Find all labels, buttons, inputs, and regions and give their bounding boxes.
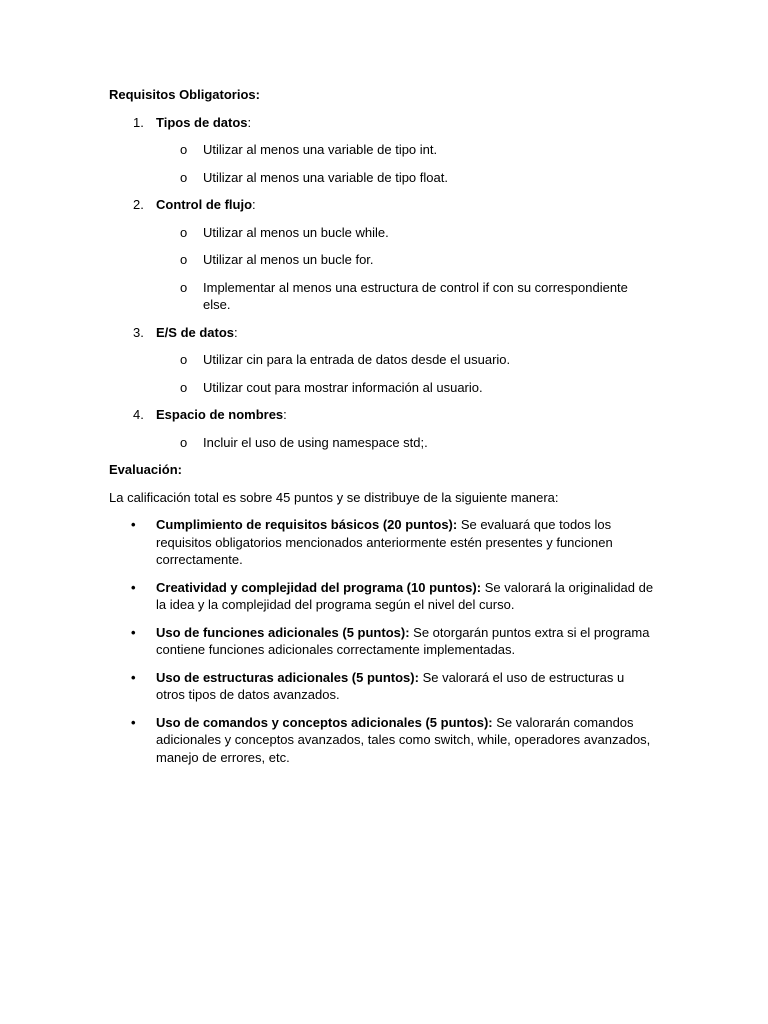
- sub-bullet-marker: o: [180, 142, 188, 157]
- criterion-text: Se evaluará que todos los requisitos obligatorios mencionados anteriormente estén presentes y funcionen correctamente.: [156, 517, 613, 567]
- bullet-marker: •: [131, 714, 136, 730]
- criterion-label: Uso de estructuras adicionales (5 puntos):: [156, 669, 419, 685]
- requirements-list: [109, 114, 654, 452]
- bullet-marker: •: [131, 624, 136, 640]
- sub-item: [109, 379, 654, 397]
- sub-item-text: Utilizar cin para la entrada de datos desde el usuario.: [203, 352, 511, 367]
- sub-item: [109, 141, 654, 159]
- sub-item-text: Utilizar al menos un bucle for.: [203, 252, 374, 267]
- criterion-text: Se valorará la originalidad de la idea y la complejidad del programa según el nivel del curso.: [156, 579, 654, 612]
- sub-item-text: Implementar al menos una estructura de control if con su correspondiente else.: [203, 279, 628, 312]
- bullet-marker: •: [131, 517, 136, 532]
- evaluation-item: [109, 579, 654, 614]
- sub-item: [109, 224, 654, 242]
- criterion-label: Cumplimiento de requisitos básicos (20 puntos):: [156, 517, 458, 532]
- item-title: Espacio de nombres: [156, 407, 284, 422]
- document-body: [109, 86, 654, 776]
- sub-bullet-marker: o: [180, 379, 188, 395]
- criterion-text: Se valorará el uso de estructuras u otros tipos de datos avanzados.: [156, 669, 625, 702]
- evaluation-item: [109, 714, 654, 767]
- sub-item: [109, 169, 654, 187]
- item-number: 3.: [133, 324, 144, 340]
- evaluation-item: [109, 669, 654, 704]
- item-title: Control de flujo: [156, 197, 253, 212]
- sub-bullet-marker: o: [180, 352, 188, 367]
- sub-bullet-marker: o: [180, 224, 188, 240]
- sub-bullet-marker: o: [180, 434, 188, 450]
- bullet-marker: •: [131, 669, 136, 685]
- item-number: 4.: [133, 407, 144, 422]
- sub-item-text: Incluir el uso de using namespace std;.: [203, 434, 428, 450]
- criterion-label: Uso de comandos y conceptos adicionales (5 puntos):: [156, 714, 493, 730]
- criterion-label: Uso de funciones adicionales (5 puntos):: [156, 624, 410, 640]
- sub-item: [109, 351, 654, 369]
- item-title: Tipos de datos: [156, 114, 248, 130]
- sub-item-text: Utilizar al menos una variable de tipo int.: [203, 142, 438, 157]
- sub-item-text: Utilizar al menos un bucle while.: [203, 224, 389, 240]
- sub-list: [109, 351, 654, 396]
- requirements-heading: Requisitos Obligatorios:: [109, 87, 260, 102]
- requirement-item: [109, 324, 654, 342]
- evaluation-item: [109, 624, 654, 659]
- evaluation-item: [109, 516, 654, 569]
- criterion-text: Se otorgarán puntos extra si el programa contiene funciones adicionales correctamente implementadas.: [156, 624, 650, 657]
- item-number: 1.: [133, 114, 144, 130]
- bullet-marker: •: [131, 579, 136, 595]
- sub-bullet-marker: o: [180, 252, 188, 267]
- item-colon: :: [283, 407, 287, 422]
- evaluation-list: [109, 516, 654, 766]
- sub-list: [109, 224, 654, 314]
- sub-bullet-marker: o: [180, 169, 188, 185]
- criterion-label: Creatividad y complejidad del programa (10 puntos):: [156, 579, 482, 595]
- criterion-text: Se valorarán comandos adicionales y conceptos avanzados, tales como switch, while, operadores avanzados, manejo de errores, etc.: [156, 714, 651, 765]
- item-colon: :: [234, 324, 238, 340]
- sub-item: [109, 251, 654, 269]
- evaluation-heading: Evaluación:: [109, 462, 182, 477]
- item-colon: :: [247, 114, 252, 130]
- item-number: 2.: [133, 197, 144, 212]
- sub-item: [109, 434, 654, 452]
- requirement-item: [109, 114, 654, 132]
- evaluation-intro: La calificación total es sobre 45 puntos y se distribuye de la siguiente manera:: [109, 489, 559, 505]
- item-colon: :: [252, 197, 256, 212]
- sub-bullet-marker: o: [180, 279, 188, 295]
- item-title: E/S de datos: [156, 324, 235, 340]
- requirement-item: [109, 196, 654, 214]
- requirement-item: [109, 406, 654, 424]
- sub-list: [109, 141, 654, 186]
- sub-item-text: Utilizar cout para mostrar información al usuario.: [203, 379, 483, 395]
- sub-item: [109, 279, 654, 314]
- sub-list: [109, 434, 654, 452]
- sub-item-text: Utilizar al menos una variable de tipo float.: [203, 169, 448, 185]
